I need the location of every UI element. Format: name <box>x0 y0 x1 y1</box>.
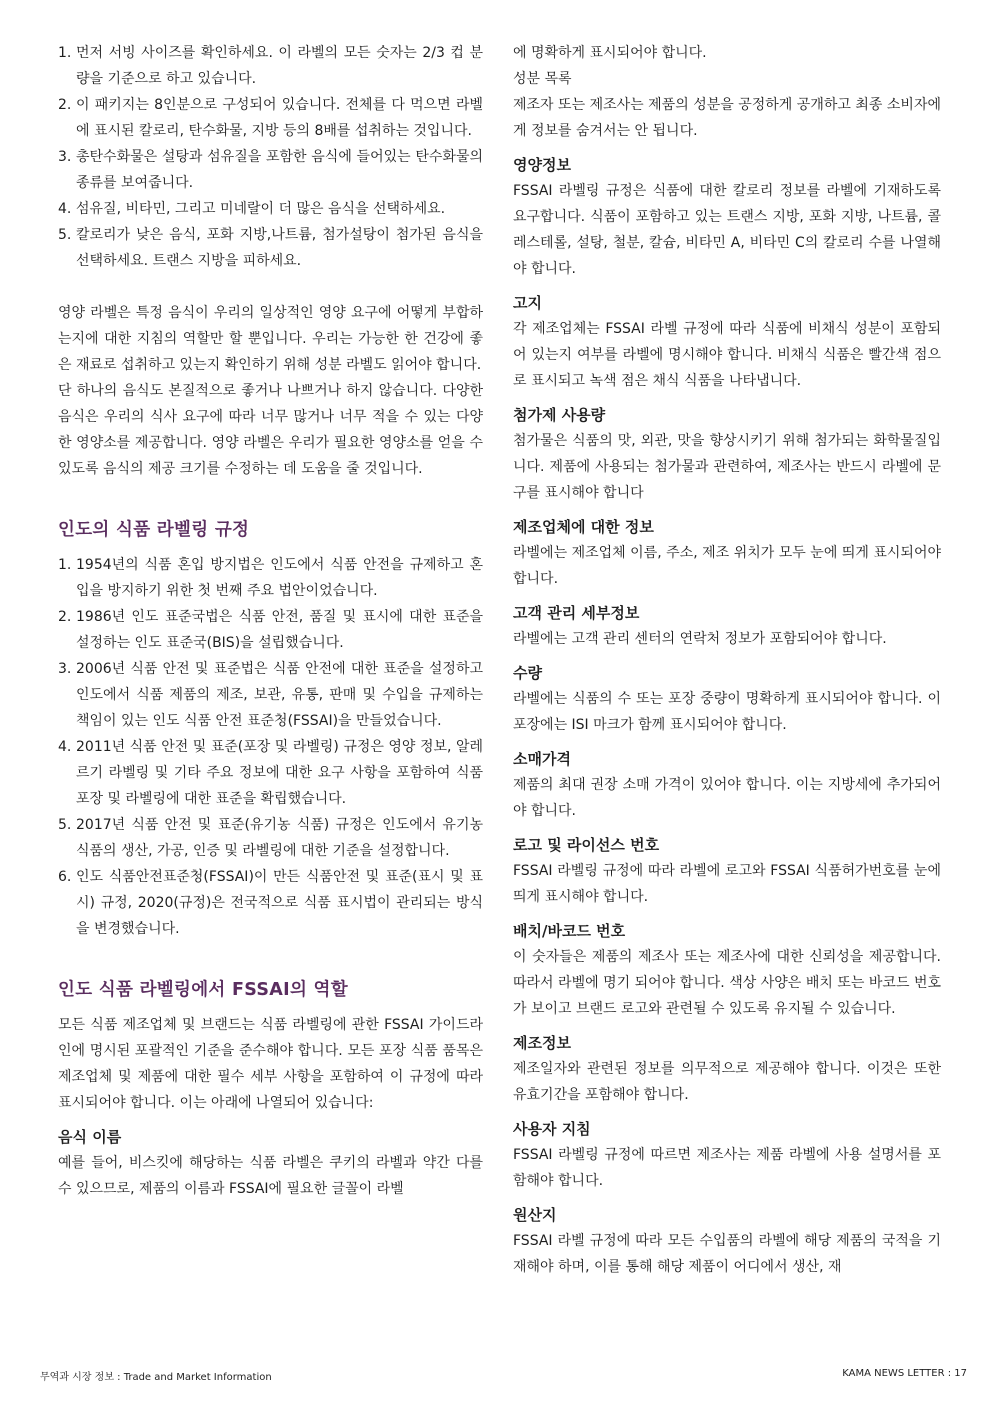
section-title: 인도의 식품 라벨링 규정 <box>58 520 250 540</box>
paragraph: FSSAI 라벨 규정에 따라 모든 수입품의 라벨에 해당 제품의 국적을 기재해야 하며, 이를 통해 해당 제품이 어디에서 생산, 재 <box>513 1233 941 1275</box>
label-item <box>513 918 941 1022</box>
label-item <box>513 1116 941 1194</box>
label-item <box>513 152 941 282</box>
list-item: 2. 이 패키지는 8인분으로 구성되어 있습니다. 전체를 다 먹으면 라벨에 표시된 칼로리, 탄수화물, 지방 등의 8배를 섭취하는 것입니다. <box>58 97 483 139</box>
subsection-title: 수량 <box>513 664 542 682</box>
label-item <box>513 290 941 394</box>
subsection-title: 고객 관리 세부정보 <box>513 604 640 622</box>
paragraph: FSSAI 라벨링 규정에 따르면 제조사는 제품 라벨에 사용 설명서를 포함해야 합니다. <box>513 1147 941 1189</box>
list-item: 1. 먼저 서빙 사이즈를 확인하세요. 이 라벨의 모든 숫자는 2/3 컵 분량을 기준으로 하고 있습니다. <box>58 45 483 87</box>
list-item: 2. 1986년 인도 표준국법은 식품 안전, 품질 및 표시에 대한 표준을 설정하는 인도 표준국(BIS)을 설립했습니다. <box>58 609 483 651</box>
label-item <box>513 514 941 592</box>
paragraph: 제품의 최대 권장 소매 가격이 있어야 합니다. 이는 지방세에 추가되어야 합니다. <box>513 777 941 819</box>
tips-list <box>58 40 483 274</box>
left-column <box>58 40 483 1202</box>
subsection-title: 제조업체에 대한 정보 <box>513 518 654 536</box>
paragraph: 라벨에는 식품의 수 또는 포장 중량이 명확하게 표시되어야 합니다. 이 포장에는 ISI 마크가 함께 표시되어야 합니다. <box>513 691 941 733</box>
label-item <box>513 600 941 652</box>
subsection-title: 소매가격 <box>513 750 571 768</box>
subsection-title: 로고 및 라이선스 번호 <box>513 836 660 854</box>
label-item <box>513 1030 941 1108</box>
paragraph: 영양 라벨은 특정 음식이 우리의 일상적인 영양 요구에 어떻게 부합하는지에 대한 지침의 역할만 할 뿐입니다. 우리는 가능한 한 건강에 좋은 재료로 섭취하고 있는지 확인하기 위해 성분 라벨도 읽어야 합니다. <box>58 305 483 373</box>
paragraph: 모든 식품 제조업체 및 브랜드는 식품 라벨링에 관한 FSSAI 가이드라인에 명시된 포괄적인 기준을 준수해야 합니다. 모든 포장 식품 품목은 제조업체 및 제품에 대한 필수 세부 사항을 포함하여 이 규정에 따라 표시되어야 합니다. 이는 아래에 나열되어 있습니다: <box>58 1017 483 1111</box>
list-item: 4. 섬유질, 비타민, 그리고 미네랄이 더 많은 음식을 선택하세요. <box>58 201 446 217</box>
paragraph: 라벨에는 제조업체 이름, 주소, 제조 위치가 모두 눈에 띄게 표시되어야 합니다. <box>513 545 941 587</box>
paragraph: FSSAI 라벨링 규정은 식품에 대한 칼로리 정보를 라벨에 기재하도록 요구합니다. 식품이 포함하고 있는 트랜스 지방, 포화 지방, 나트륨, 콜레스테롤, 설탕, 철분, 칼슘, 비타민 A, 비타민 C의 칼로리 수를 나열해야 합니다. <box>513 183 941 277</box>
list-item: 6. 인도 식품안전표준청(FSSAI)이 만든 식품안전 및 표준(표시 및 표시) 규정, 2020(규정)은 전국적으로 식품 표시법이 관리되는 방식을 변경했습니다. <box>58 869 483 937</box>
list-item: 3. 총탄수화물은 설탕과 섬유질을 포함한 음식에 들어있는 탄수화물의 종류를 보여줍니다. <box>58 149 483 191</box>
section-title: 인도 식품 라벨링에서 FSSAI의 역할 <box>58 980 348 1000</box>
subsection-title: 영양정보 <box>513 156 571 174</box>
subsection-title: 음식 이름 <box>58 1128 122 1146</box>
subsection-title: 성분 목록 <box>513 71 572 87</box>
list-item: 5. 칼로리가 낮은 음식, 포화 지방,나트륨, 첨가설탕이 첨가된 음식을 선택하세요. 트랜스 지방을 피하세요. <box>58 227 483 269</box>
list-item: 1. 1954년의 식품 혼입 방지법은 인도에서 식품 안전을 규제하고 혼입을 방지하기 위한 첫 번째 주요 법안이었습니다. <box>58 557 483 599</box>
paragraph: 각 제조업체는 FSSAI 라벨 규정에 따라 식품에 비채식 성분이 포함되어 있는지 여부를 라벨에 명시해야 합니다. 비채식 식품은 빨간색 점으로 표시되고 녹색 점은 채식 식품을 나타냅니다. <box>513 321 941 389</box>
footer-page-number: KAMA NEWS LETTER : 17 <box>842 1368 967 1379</box>
label-item <box>513 832 941 910</box>
label-item <box>513 746 941 824</box>
subsection-title: 사용자 지침 <box>513 1120 591 1138</box>
list-item: 5. 2017년 식품 안전 및 표준(유기농 식품) 규정은 인도에서 유기농 식품의 생산, 가공, 인증 및 라벨링에 대한 기준을 설정합니다. <box>58 817 483 859</box>
list-item: 3. 2006년 식품 안전 및 표준법은 식품 안전에 대한 표준을 설정하고 인도에서 식품 제품의 제조, 보관, 유통, 판매 및 수입을 규제하는 책임이 있는 인도 식품 안전 표준청(FSSAI)을 만들었습니다. <box>58 661 483 729</box>
label-item <box>513 1202 941 1280</box>
subsection-title: 원산지 <box>513 1206 557 1224</box>
list-item: 4. 2011년 식품 안전 및 표준(포장 및 라벨링) 규정은 영양 정보, 알레르기 라벨링 및 기타 주요 정보에 대한 요구 사항을 포함하여 식품 포장 및 라벨링에 대한 표준을 확립했습니다. <box>58 739 483 807</box>
paragraph: 단 하나의 음식도 본질적으로 좋거나 나쁘거나 하지 않습니다. 다양한 음식은 우리의 식사 요구에 따라 너무 많거나 너무 적을 수 있는 다양한 영양소를 제공합니다. 영양 라벨은 우리가 필요한 영양소를 얻을 수 있도록 음식의 제공 크기를 수정하는 데 도움을 줄 것입니다. <box>58 383 483 477</box>
subsection-title: 제조정보 <box>513 1034 571 1052</box>
regulations-list <box>58 552 483 942</box>
paragraph: FSSAI 라벨링 규정에 따라 라벨에 로고와 FSSAI 식품허가번호를 눈에 띄게 표시해야 합니다. <box>513 863 941 905</box>
right-column <box>513 40 941 1280</box>
label-item <box>513 660 941 738</box>
paragraph: 이 숫자들은 제품의 제조사 또는 제조사에 대한 신뢰성을 제공합니다. 따라서 라벨에 명기 되어야 합니다. 색상 사양은 배치 또는 바코드 번호가 보이고 브랜드 로고와 관련될 수 있도록 유지될 수 있습니다. <box>513 949 941 1017</box>
paragraph: 예를 들어, 비스킷에 해당하는 식품 라벨은 쿠키의 라벨과 약간 다를 수 있으므로, 제품의 이름과 FSSAI에 필요한 글꼴이 라벨 <box>58 1155 483 1197</box>
paragraph: 제조일자와 관련된 정보를 의무적으로 제공해야 합니다. 이것은 또한 유효기간을 포함해야 합니다. <box>513 1061 941 1103</box>
paragraph: 첨가물은 식품의 맛, 외관, 맛을 향상시키기 위해 첨가되는 화학물질입니다. 제품에 사용되는 첨가물과 관련하여, 제조사는 반드시 라벨에 문구를 표시해야 합니다 <box>513 433 941 501</box>
footer-section-label: 무역과 시장 정보 : Trade and Market Information <box>40 1372 272 1383</box>
label-item <box>513 402 941 506</box>
subsection-title: 고지 <box>513 294 542 312</box>
paragraph: 라벨에는 고객 관리 센터의 연락처 정보가 포함되어야 합니다. <box>513 631 887 647</box>
paragraph: 제조자 또는 제조사는 제품의 성분을 공정하게 공개하고 최종 소비자에게 정보를 숨겨서는 안 됩니다. <box>513 97 941 139</box>
paragraph: 에 명확하게 표시되어야 합니다. <box>513 45 707 61</box>
subsection-title: 배치/바코드 번호 <box>513 922 626 940</box>
subsection-title: 첨가제 사용량 <box>513 406 606 424</box>
